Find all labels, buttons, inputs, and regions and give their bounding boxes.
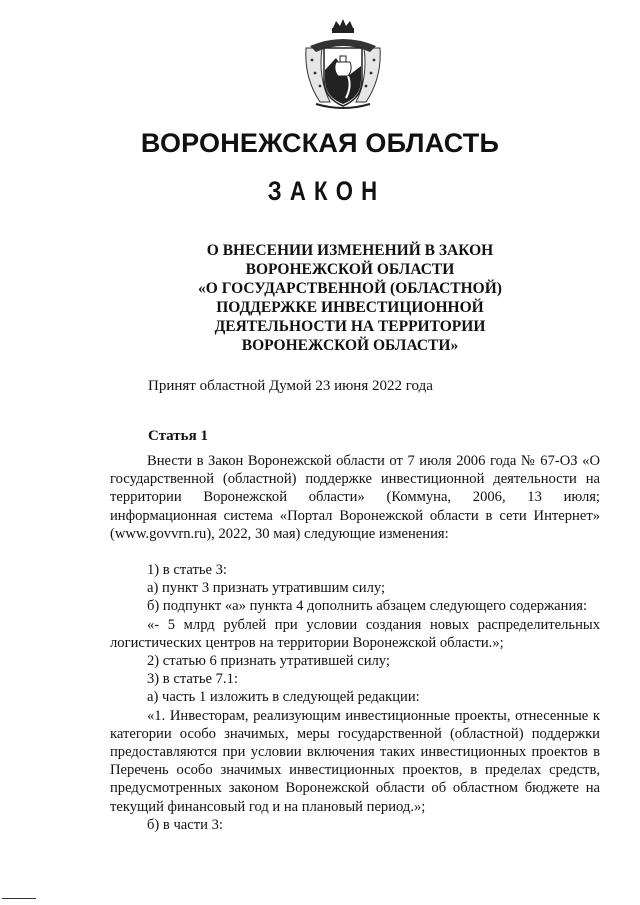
article-body bbox=[110, 452, 600, 834]
item-paragraph: 3) в статье 7.1: bbox=[147, 671, 238, 688]
item-paragraph: а) часть 1 изложить в следующей редакции: bbox=[147, 689, 420, 706]
footer-rule bbox=[2, 898, 36, 899]
intro-paragraph: Внести в Закон Воронежской области от 7 июля 2006 года № 67-ОЗ «О государственной (областной) поддержке инвестиционной деятельности на территории Воронежской области» (Коммуна, 2006, 13 июля; информационная система «Портал Воронежской области в сети Интернет» (www.govvrn.ru), 2022, 30 мая) следующие изменения: bbox=[110, 453, 600, 542]
item-paragraph: а) пункт 3 признать утратившим силу; bbox=[147, 580, 386, 597]
quote-paragraph: «1. Инвесторам, реализующим инвестиционные проекты, отнесенные к категории особо значимых, меры государственной (областной) поддержки предоставляются при условии включения таких инвестиционных проектов в Перечень особо значимых инвестиционных проектов, в пределах средств, предусмотренных законом Воронежской области об областном бюджете на текущий финансовый год и на плановый период.»; bbox=[110, 707, 600, 815]
region-title: ВОРОНЕЖСКАЯ ОБЛАСТЬ bbox=[140, 128, 500, 158]
item-paragraph: б) подпункт «а» пункта 4 дополнить абзацем следующего содержания: bbox=[147, 598, 588, 615]
item-paragraph: б) в части 3: bbox=[147, 816, 223, 833]
coat-of-arms-emblem bbox=[300, 18, 386, 110]
heading-line: О ВНЕСЕНИИ ИЗМЕНЕНИЙ В ЗАКОН bbox=[206, 242, 494, 259]
heading-line: ВОРОНЕЖСКОЙ ОБЛАСТИ bbox=[245, 261, 455, 278]
spacer bbox=[110, 543, 600, 561]
adoption-date: Принят областной Думой 23 июня 2022 года bbox=[148, 378, 433, 394]
heading-line: ВОРОНЕЖСКОЙ ОБЛАСТИ» bbox=[241, 337, 459, 354]
quote-paragraph: «- 5 млрд рублей при условии создания новых распределительных логистических центров на территории Воронежской области.»; bbox=[110, 616, 600, 651]
heading-line: «О ГОСУДАРСТВЕННОЙ (ОБЛАСТНОЙ) bbox=[198, 280, 502, 297]
law-heading bbox=[150, 241, 550, 355]
heading-line: ПОДДЕРЖКЕ ИНВЕСТИЦИОННОЙ bbox=[216, 299, 484, 316]
heading-line: ДЕЯТЕЛЬНОСТИ НА ТЕРРИТОРИИ bbox=[214, 318, 486, 335]
item-paragraph: 2) статью 6 признать утратившей силу; bbox=[147, 653, 390, 670]
law-title: ЗАКОН bbox=[267, 176, 386, 206]
item-paragraph: 1) в статье 3: bbox=[147, 562, 227, 579]
article-heading: Статья 1 bbox=[148, 428, 208, 444]
